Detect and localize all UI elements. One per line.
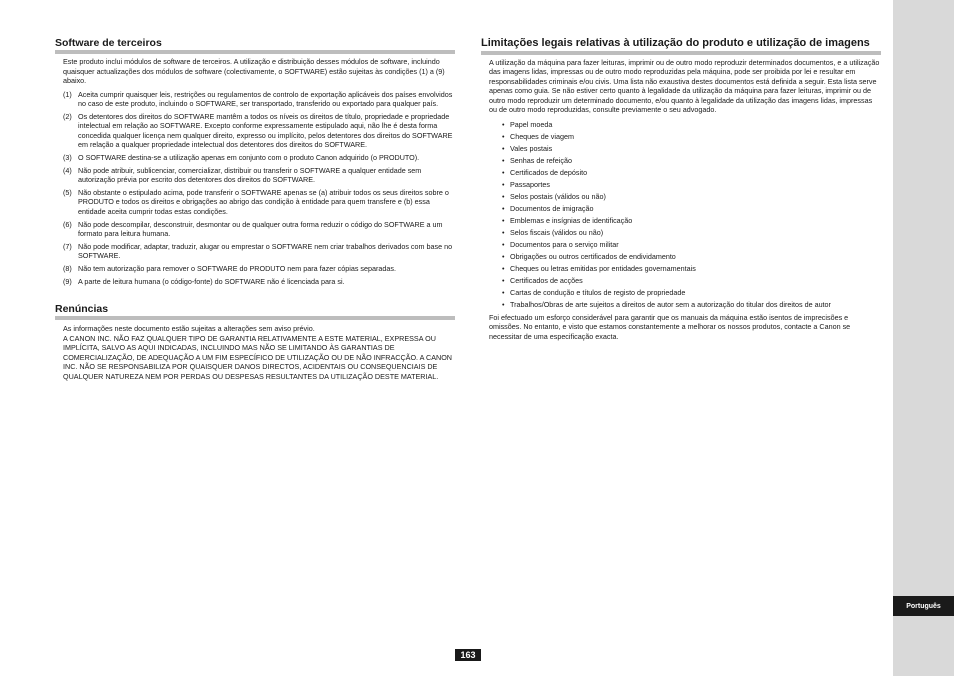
- item-text: Documentos para o serviço militar: [510, 239, 619, 249]
- bullet-icon: •: [502, 119, 505, 129]
- item-text: Não pode atribuir, sublicenciar, comercializar, distribuir ou transferir o SOFTWARE a qualquer entidade sem autorização prévia por escrito dos detentores dos direitos do SOFTWARE.: [78, 165, 422, 185]
- item-text: Certificados de depósito: [510, 167, 588, 177]
- renuncias-heading: Renúncias: [55, 303, 455, 320]
- list-item: [502, 204, 881, 214]
- list-item: [63, 90, 455, 109]
- software-heading: Software de terceiros: [55, 37, 455, 54]
- list-item: [502, 252, 881, 262]
- software-intro: Este produto inclui módulos de software de terceiros. A utilização e distribuição desses módulos de software, incluindo quaisquer actualizações dos módulos de software (colectivamente, o SOFTWARE) estão sujeitas às condições (1) a (9) abaixo.: [63, 57, 445, 85]
- item-number: (9): [63, 276, 72, 286]
- bullet-icon: •: [502, 131, 505, 141]
- renuncias-notice: As informações neste documento estão sujeitas a alterações sem aviso prévio.: [63, 324, 315, 334]
- item-text: Trabalhos/Obras de arte sujeitos a direitos de autor sem a autorização do titular dos direitos de autor: [510, 299, 831, 309]
- list-item: [502, 156, 881, 166]
- item-text: Selos fiscais (válidos ou não): [510, 227, 604, 237]
- bullet-icon: •: [502, 215, 505, 225]
- item-text: Documentos de imigração: [510, 203, 594, 213]
- item-text: Passaportes: [510, 179, 550, 189]
- item-number: (5): [63, 187, 72, 197]
- list-item: [502, 144, 881, 154]
- list-item: [63, 220, 455, 239]
- item-number: (8): [63, 264, 72, 273]
- item-text: Selos postais (válidos ou não): [510, 191, 606, 201]
- restricted-documents-list: [481, 120, 881, 310]
- item-text: Obrigações ou outros certificados de endividamento: [510, 251, 676, 261]
- bullet-icon: •: [502, 239, 505, 249]
- limitacoes-intro: A utilização da máquina para fazer leituras, imprimir ou de outro modo reproduzir determinados documentos, e a utilização das imagens lidas, impressas ou de outro modo reproduzidas pela máquina, pode ser proibida por lei e resultar em responsabilidades criminais e/ou civis. Uma lista não exaustiva destes documentos está definida a seguir. Esta lista serve apenas como guia. Se não estiver certo quanto à legalidade da utilização da máquina para fazer leituras, imprimir ou de outro modo reproduzir um determinado documento, e/ou quanto à legalidade da utilização das imagens lidas, impressas ou de outro modo reproduzidas, consulte previamente o seu advogado.: [489, 57, 880, 114]
- item-text: Senhas de refeição: [510, 155, 572, 165]
- software-conditions-list: [55, 90, 455, 287]
- list-item: [502, 120, 881, 130]
- bullet-icon: •: [502, 251, 505, 261]
- bullet-icon: •: [502, 167, 505, 177]
- list-item: [63, 277, 455, 287]
- list-item: [63, 112, 455, 150]
- list-item: [502, 240, 881, 250]
- page-number: 163: [455, 649, 481, 661]
- bullet-icon: •: [502, 143, 505, 153]
- item-text: Não obstante o estipulado acima, pode transferir o SOFTWARE apenas se (a) atribuir todos os seus direitos sobre o PRODUTO e todos os direitos e obrigações ao abrigo das condição à entidade para quem transfere e (b) essa entidade aceita cumprir todas estas condições.: [78, 187, 449, 217]
- item-text: Cheques ou letras emitidas por entidades governamentais: [510, 263, 696, 273]
- item-text: Não pode descompilar, desconstruir, desmontar ou de qualquer outra forma reduzir o código do SOFTWARE a um formato para leitura humana.: [78, 219, 443, 239]
- bullet-icon: •: [502, 299, 505, 309]
- list-item: [502, 132, 881, 142]
- list-item: [63, 153, 455, 163]
- item-text: Os detentores dos direitos do SOFTWARE mantêm a todos os níveis os direitos de título, propriedade e propriedade intelectual em relação ao SOFTWARE. Excepto conforme expressamente estipulado aqui, não lhe é desta forma concedida qualquer licença nem qualquer direito, expresso ou implícito, pelos detentores dos direitos do SOFTWARE em relação a qualquer propriedade intelectual dos detentores dos direitos do SOFTWARE.: [78, 111, 453, 150]
- item-text: Não tem autorização para remover o SOFTWARE do PRODUTO nem para fazer cópias separadas.: [78, 264, 396, 273]
- item-number: (3): [63, 153, 72, 163]
- list-item: [502, 300, 881, 310]
- item-text: O SOFTWARE destina-se a utilização apenas em conjunto com o produto Canon adquirido (o PRODUTO).: [78, 153, 420, 163]
- list-item: [502, 228, 881, 238]
- left-column: [55, 37, 455, 381]
- right-column: [481, 37, 881, 341]
- list-item: [502, 264, 881, 274]
- list-item: [502, 288, 881, 298]
- renuncias-disclaimer: A CANON INC. NÃO FAZ QUALQUER TIPO DE GARANTIA RELATIVAMENTE A ESTE MATERIAL, EXPRESSA OU IMPLÍCITA, SALVO AS AQUI INDICADAS, INCLUINDO MAS NÃO SE LIMITANDO ÀS GARANTIAS DE COMERCIALIZAÇÃO, DE ADEQUAÇÃO A UM FIM ESPECÍFICO DE UTILIZAÇÃO OU DE NÃO INFRACÇÃO. A CANON INC. NÃO SE RESPONSABILIZA POR QUAISQUER DANOS DIRECTOS, ACIDENTAIS OU CONSEQUENCIAIS DE QUALQUER NATUREZA NEM POR PERDAS OU DESPESAS RESULTANTES DA UTILIZAÇÃO DESTE MATERIAL.: [63, 333, 452, 381]
- list-item: [502, 180, 881, 190]
- list-item: [502, 192, 881, 202]
- side-bar: [893, 0, 954, 676]
- list-item: [63, 166, 455, 185]
- list-item: [502, 168, 881, 178]
- item-text: Emblemas e insígnias de identificação: [510, 215, 633, 225]
- bullet-icon: •: [502, 287, 505, 297]
- item-number: (6): [63, 219, 72, 229]
- item-text: Certificados de acções: [510, 275, 583, 285]
- bullet-icon: •: [502, 203, 505, 213]
- item-text: Cartas de condução e títulos de registo de propriedade: [510, 287, 686, 297]
- bullet-icon: •: [502, 263, 505, 273]
- limitacoes-heading: Limitações legais relativas à utilização do produto e utilização de imagens: [481, 37, 881, 55]
- item-number: (2): [63, 111, 72, 121]
- item-text: Vales postais: [510, 143, 553, 153]
- item-text: Não pode modificar, adaptar, traduzir, alugar ou emprestar o SOFTWARE nem criar trabalhos derivados com base no SOFTWARE.: [78, 241, 453, 261]
- item-text: A parte de leitura humana (o código-fonte) do SOFTWARE não é licenciada para si.: [78, 276, 345, 286]
- list-item: [502, 216, 881, 226]
- item-number: (4): [63, 165, 72, 175]
- bullet-icon: •: [502, 179, 505, 189]
- bullet-icon: •: [502, 155, 505, 165]
- bullet-icon: •: [502, 275, 505, 285]
- item-text: Papel moeda: [510, 119, 553, 129]
- list-item: [63, 242, 455, 261]
- list-item: [63, 188, 455, 217]
- item-text: Aceita cumprir quaisquer leis, restrições ou regulamentos de controlo de exportação aplicáveis dos países envolvidos no caso de este produto, incluindo o SOFTWARE, ser transportado, transferido ou exportado para qualquer país.: [78, 89, 453, 109]
- language-tab[interactable]: Português: [893, 596, 954, 616]
- list-item: [502, 276, 881, 286]
- item-number: (1): [63, 89, 72, 99]
- item-number: (7): [63, 241, 72, 251]
- bullet-icon: •: [502, 227, 505, 237]
- limitacoes-closing: Foi efectuado um esforço considerável para garantir que os manuais da máquina estão isentos de imprecisões e omissões. No entanto, e visto que estamos constantemente a melhorar os nossos produtos, contacte a Canon se necessitar de uma especificação exacta.: [489, 312, 851, 341]
- list-item: [63, 264, 455, 274]
- bullet-icon: •: [502, 191, 505, 201]
- item-text: Cheques de viagem: [510, 131, 574, 141]
